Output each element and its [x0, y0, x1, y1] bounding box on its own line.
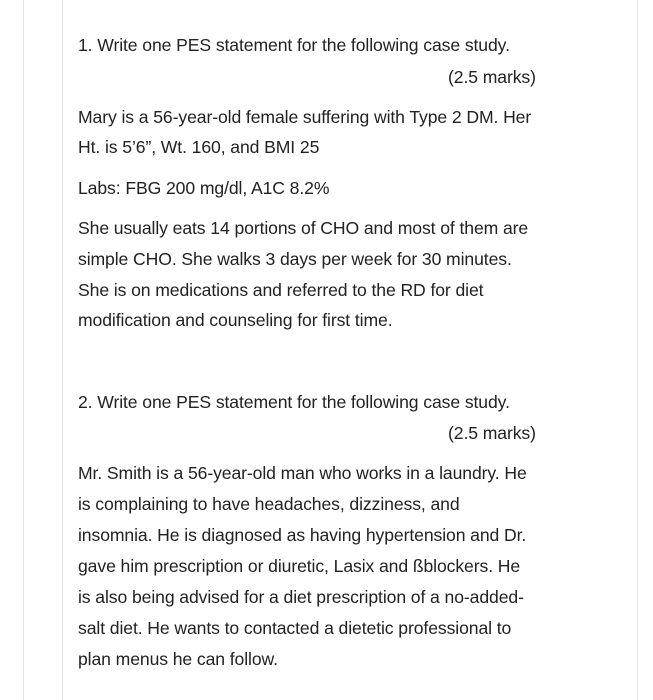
case-study-1-labs: Labs: FBG 200 mg/dl, A1C 8.2%	[78, 178, 330, 198]
case-study-1-line: Mary is a 56-year-old female suffering with Type 2 DM. Her	[78, 107, 532, 127]
page-border-left	[62, 0, 63, 700]
question-2-marks: (2.5 marks)	[448, 423, 536, 443]
page-border-right	[637, 0, 638, 700]
case-study-1-line: She usually eats 14 portions of CHO and most of them are	[78, 218, 529, 238]
case-study-2-line: gave him prescription or diuretic, Lasix and ßblockers. He	[78, 556, 521, 576]
case-study-2-line: salt diet. He wants to contacted a dietetic professional to	[78, 618, 512, 638]
case-study-1-line: simple CHO. She walks 3 days per week for 30 minutes.	[78, 249, 512, 269]
case-study-2-line: is also being advised for a diet prescription of a no-added-	[78, 587, 524, 607]
case-study-2-line: plan menus he can follow.	[78, 649, 278, 669]
page-border-left-outer	[23, 0, 24, 700]
case-study-2-line: is complaining to have headaches, dizziness, and	[78, 494, 460, 514]
question-2-title: 2. Write one PES statement for the following case study.	[78, 392, 510, 412]
case-study-2-line: Mr. Smith is a 56-year-old man who works in a laundry. He	[78, 463, 527, 483]
case-study-1-line: modification and counseling for first time.	[78, 310, 393, 330]
case-study-2-line: insomnia. He is diagnosed as having hypertension and Dr.	[78, 525, 527, 545]
question-1-title: 1. Write one PES statement for the following case study.	[78, 35, 510, 55]
question-1-marks: (2.5 marks)	[448, 67, 536, 87]
case-study-1-line: She is on medications and referred to the RD for diet	[78, 280, 484, 300]
case-study-1-line: Ht. is 5’6”, Wt. 160, and BMI 25	[78, 137, 320, 157]
